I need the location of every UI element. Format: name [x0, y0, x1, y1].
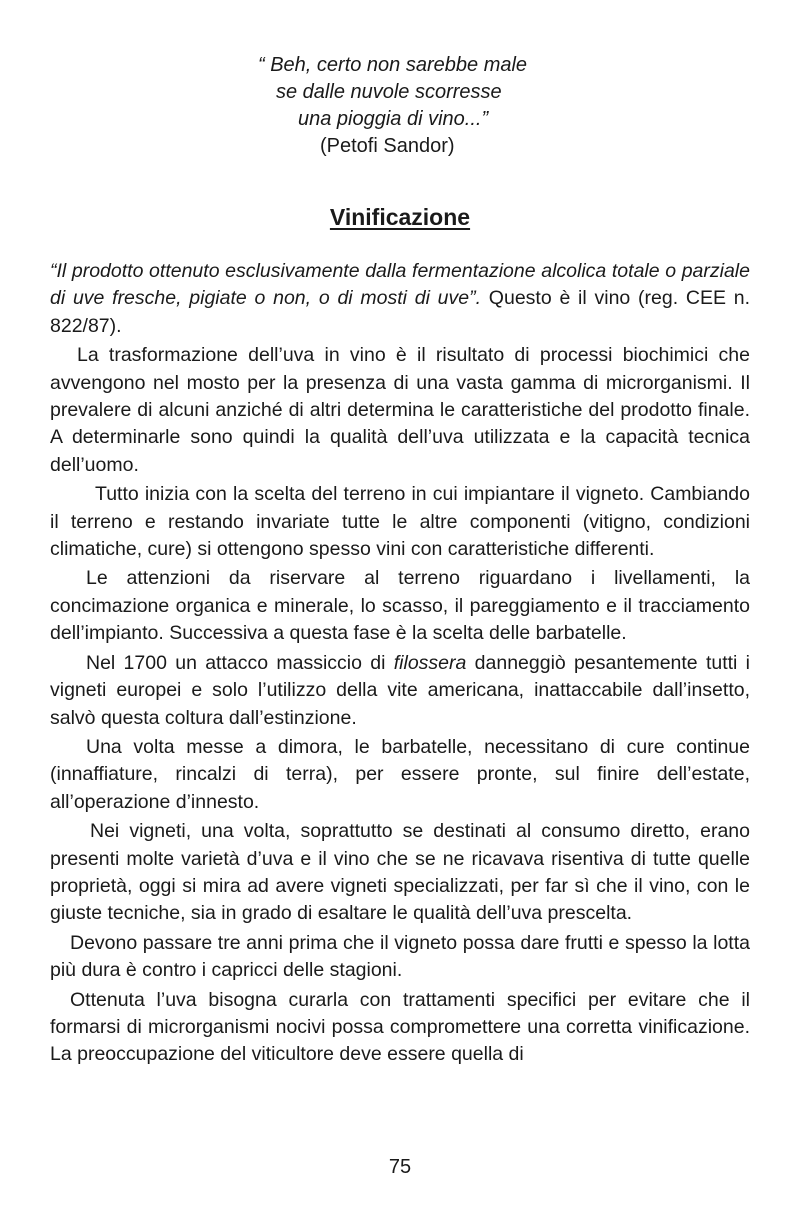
paragraph: Tutto inizia con la scelta del terreno in cui impiantare il vigneto. Cambiando il terreno e restando invariate tutte le altre componenti (vitigno, condizioni climatiche, cure) si ottengono spesso vini con caratteristiche differenti.	[50, 483, 750, 561]
chapter-title: Vinificazione	[329, 204, 471, 230]
paragraph: Le attenzioni da riservare al terreno riguardano i livellamenti, la concimazione organica e minerale, lo scasso, il pareggiamento e il tracciamento dell’impianto. Successiva a questa fase è la scelta delle barbatelle.	[50, 567, 750, 645]
paragraph	[50, 258, 750, 340]
paragraph: Ottenuta l’uva bisogna curarla con trattamenti specifici per evitare che il formarsi di microrganismi nocivi possa compromettere una corretta vinificazione. La preoccupazione del viticultore deve essere quella di	[50, 988, 750, 1066]
epigraph	[0, 52, 800, 160]
paragraph: Nei vigneti, una volta, soprattutto se destinati al consumo diretto, erano presenti molte varietà d’uva e il vino che se ne ricavava risentiva di tutte quelle proprietà, oggi si mira ad avere vigneti specializzati, per far sì che il vino, con le giuste tecniche, sia in grado di esaltare le qualità dell’uva prescelta.	[50, 820, 750, 925]
epigraph-line: se dalle nuvole scorresse	[276, 81, 502, 103]
paragraph-text: danneggiò pesantemente tutti i vigneti europei e solo l’utilizzo della vite americana, inattaccabile dall’insetto, salvò questa coltura dall’estinzione.	[50, 651, 750, 729]
paragraph	[50, 650, 750, 732]
epigraph-attribution: (Petofi Sandor)	[320, 135, 455, 157]
italic-term: filossera	[393, 651, 467, 674]
definition-quote: “Il prodotto ottenuto esclusivamente dalla fermentazione alcolica totale o parziale di uve fresche, pigiate o non, o di mosti di uve”.	[50, 260, 750, 310]
epigraph-line: “ Beh, certo non sarebbe male	[258, 54, 528, 76]
chapter-body	[50, 258, 750, 1069]
epigraph-line: una pioggia di vino...”	[298, 108, 489, 130]
paragraph: La trasformazione dell’uva in vino è il risultato di processi biochimici che avvengono nel mosto per la presenza di una vasta gamma di microrganismi. Il prevalere di alcuni anziché di altri determina le caratteristiche del prodotto finale. A determinarle sono quindi la qualità dell’uva utilizzata e la capacità tecnica dell’uomo.	[50, 344, 750, 476]
page-number: 75	[388, 1156, 412, 1178]
paragraph: Una volta messe a dimora, le barbatelle, necessitano di cure continue (innaffiature, rincalzi di terra), per essere pronte, sul finire dell’estate, all’operazione d’innesto.	[50, 735, 750, 813]
paragraph-text: Questo è il vino (reg. CEE n. 822/87).	[50, 287, 751, 337]
paragraph: Devono passare tre anni prima che il vigneto possa dare frutti e spesso la lotta più dura è contro i capricci delle stagioni.	[50, 931, 750, 982]
paragraph-text: Nel 1700 un attacco massiccio di	[86, 651, 394, 674]
